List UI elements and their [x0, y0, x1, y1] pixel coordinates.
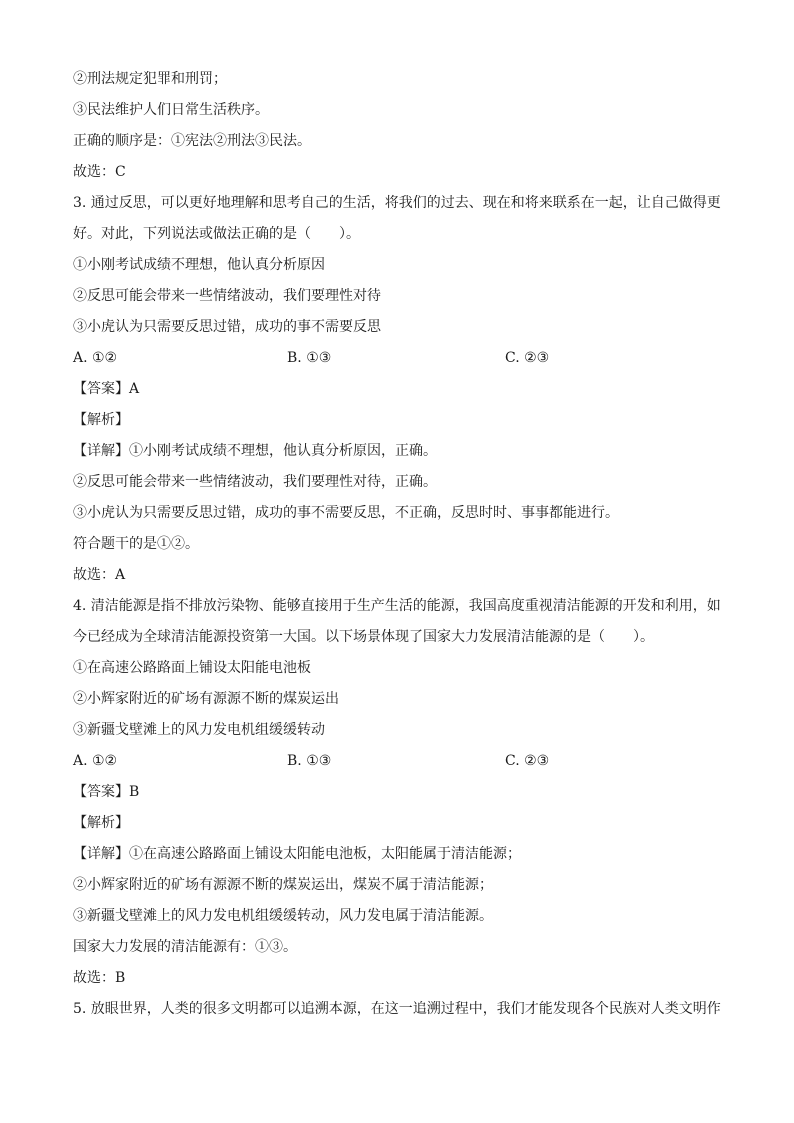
- answer-choice: 故选：B: [73, 970, 126, 986]
- options-row: [73, 343, 723, 374]
- text-line: ③民法维护人们日常生活秩序。: [73, 102, 269, 118]
- option-b: B. ①③: [287, 350, 332, 366]
- detail-line: 【详解】①在高速公路路面上铺设太阳能电池板，太阳能属于清洁能源；: [73, 846, 521, 862]
- statement: ②反思可能会带来一些情绪波动，我们要理性对待: [73, 288, 381, 304]
- statement: ②小辉家附近的矿场有源源不断的煤炭运出: [73, 691, 339, 707]
- option-a: A. ①②: [73, 753, 118, 769]
- answer-choice: 故选：C: [73, 164, 126, 180]
- detail-line: ③新疆戈壁滩上的风力发电机组缓缓转动，风力发电属于清洁能源。: [73, 908, 493, 924]
- detail-line: ③小虎认为只需要反思过错，成功的事不需要反思，不正确，反思时时、事事都能进行。: [73, 505, 619, 521]
- question-stem: 4. 清洁能源是指不排放污染物、能够直接用于生产生活的能源，我国高度重视清洁能源的开发和利用，如今已经成为全球清洁能源投资第一大国。以下场景体现了国家大力发展清洁能源的是（ ）。: [73, 598, 721, 645]
- option-a: A. ①②: [73, 350, 118, 366]
- answer-label: 【答案】A: [73, 381, 140, 397]
- statement: ③小虎认为只需要反思过错，成功的事不需要反思: [73, 319, 381, 335]
- analysis-label: 【解析】: [73, 412, 129, 428]
- answer-label: 【答案】B: [73, 784, 140, 800]
- detail-line: 符合题干的是①②。: [73, 536, 199, 552]
- option-c: C. ②③: [505, 753, 550, 769]
- options-row: [73, 746, 723, 777]
- statement: ①在高速公路路面上铺设太阳能电池板: [73, 660, 311, 676]
- detail-line: 【详解】①小刚考试成绩不理想，他认真分析原因，正确。: [73, 443, 437, 459]
- question-stem: 5. 放眼世界，人类的很多文明都可以追溯本源，在这一追溯过程中，我们才能发现各个民族对人类文明作: [73, 1001, 721, 1017]
- detail-line: ②小辉家附近的矿场有源源不断的煤炭运出，煤炭不属于清洁能源；: [73, 877, 493, 893]
- document-page: [73, 64, 723, 1025]
- analysis-label: 【解析】: [73, 815, 129, 831]
- option-c: C. ②③: [505, 350, 550, 366]
- statement: ③新疆戈壁滩上的风力发电机组缓缓转动: [73, 722, 325, 738]
- question-stem: 3. 通过反思，可以更好地理解和思考自己的生活，将我们的过去、现在和将来联系在一起，让自己做得更好。对此，下列说法或做法正确的是（ ）。: [73, 195, 721, 242]
- detail-line: ②反思可能会带来一些情绪波动，我们要理性对待，正确。: [73, 474, 437, 490]
- text-line: ②刑法规定犯罪和刑罚；: [73, 71, 227, 87]
- statement: ①小刚考试成绩不理想，他认真分析原因: [73, 257, 325, 273]
- detail-line: 国家大力发展的清洁能源有：①③。: [73, 939, 297, 955]
- answer-choice: 故选：A: [73, 567, 126, 583]
- option-b: B. ①③: [287, 753, 332, 769]
- text-line: 正确的顺序是：①宪法②刑法③民法。: [73, 133, 311, 149]
